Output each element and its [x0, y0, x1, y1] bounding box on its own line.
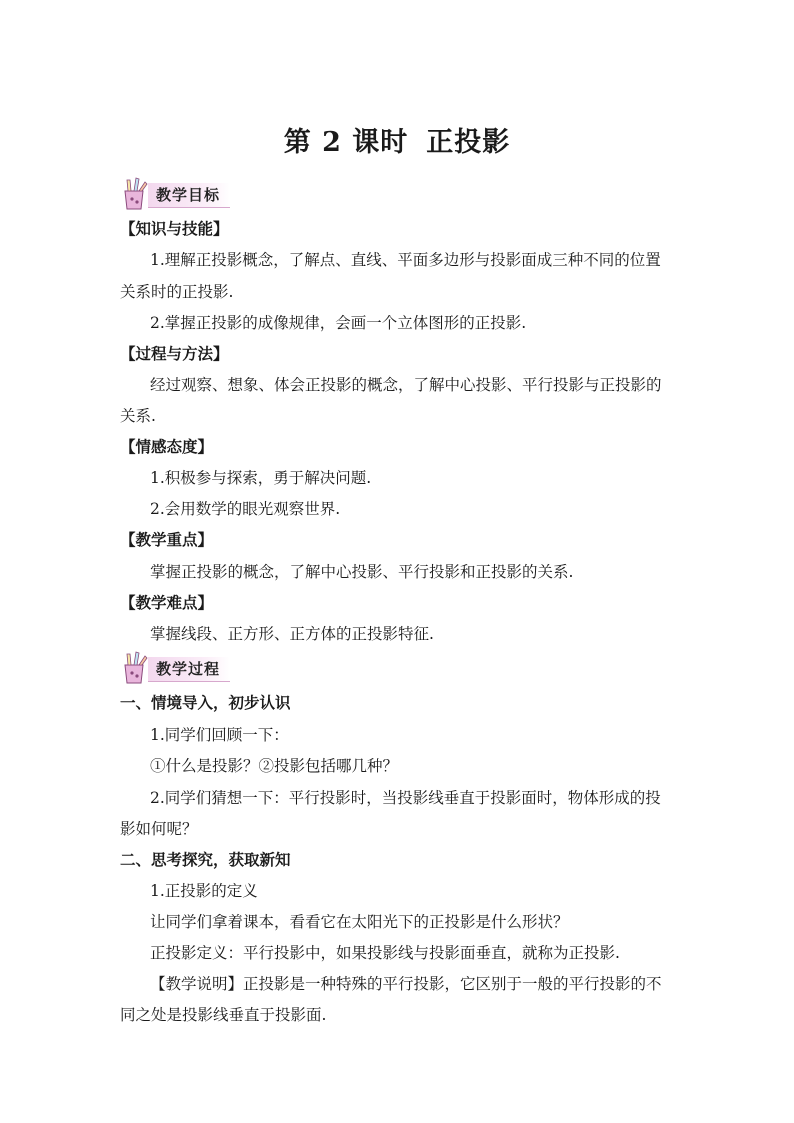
badge-label-process: 教学过程: [148, 657, 230, 682]
pencil-cup-icon: [118, 651, 150, 685]
title-lesson: 第 2 课时: [283, 127, 409, 158]
text-line: 2.掌握正投影的成像规律，会画一个立体图形的正投影.: [150, 314, 527, 332]
heading-knowledge-skills: 【知识与技能】: [120, 219, 229, 238]
heading-process-methods: 【过程与方法】: [120, 344, 229, 363]
page-title: [0, 120, 794, 159]
text-line: 2.会用数学的眼光观察世界.: [150, 500, 341, 518]
text-line: 【教学说明】正投影是一种特殊的平行投影，它区别于一般的平行投影的不: [150, 975, 662, 993]
text-line: ①什么是投影？②投影包括哪几种？: [150, 757, 399, 775]
text-line: 1.同学们回顾一下：: [150, 726, 289, 744]
title-topic: 正投影: [426, 127, 511, 158]
text-line: 同之处是投影线垂直于投影面.: [120, 1006, 327, 1024]
heading-difficult-points: 【教学难点】: [120, 593, 214, 612]
heading-section-two: 二、思考探究，获取新知: [120, 850, 291, 869]
text-line: 影如何呢？: [120, 820, 198, 838]
badge-label-objectives: 教学目标: [148, 183, 230, 208]
text-line: 1.积极参与探索，勇于解决问题.: [150, 469, 372, 487]
text-line: 2.同学们猜想一下：平行投影时，当投影线垂直于投影面时，物体形成的投: [150, 789, 661, 807]
text-line: 关系.: [120, 407, 156, 425]
text-line: 关系时的正投影.: [120, 283, 234, 301]
text-line: 经过观察、想象、体会正投影的概念，了解中心投影、平行投影与正投影的: [150, 376, 662, 394]
heading-key-points: 【教学重点】: [120, 530, 214, 549]
text-line: 正投影定义：平行投影中，如果投影线与投影面垂直，就称为正投影.: [150, 944, 620, 962]
heading-emotion-attitude: 【情感态度】: [120, 437, 214, 456]
section-badge-process: [118, 654, 258, 684]
section-badge-objectives: [118, 180, 258, 210]
text-line: 让同学们拿着课本，看看它在太阳光下的正投影是什么形状？: [150, 913, 569, 931]
text-line: 1.正投影的定义: [150, 882, 258, 900]
text-line: 1.理解正投影概念，了解点、直线、平面多边形与投影面成三种不同的位置: [150, 251, 661, 269]
text-line: 掌握正投影的概念，了解中心投影、平行投影和正投影的关系.: [150, 563, 574, 581]
pencil-cup-icon: [118, 177, 150, 211]
heading-section-one: 一、情境导入，初步认识: [120, 693, 291, 712]
text-line: 掌握线段、正方形、正方体的正投影特征.: [150, 625, 434, 643]
